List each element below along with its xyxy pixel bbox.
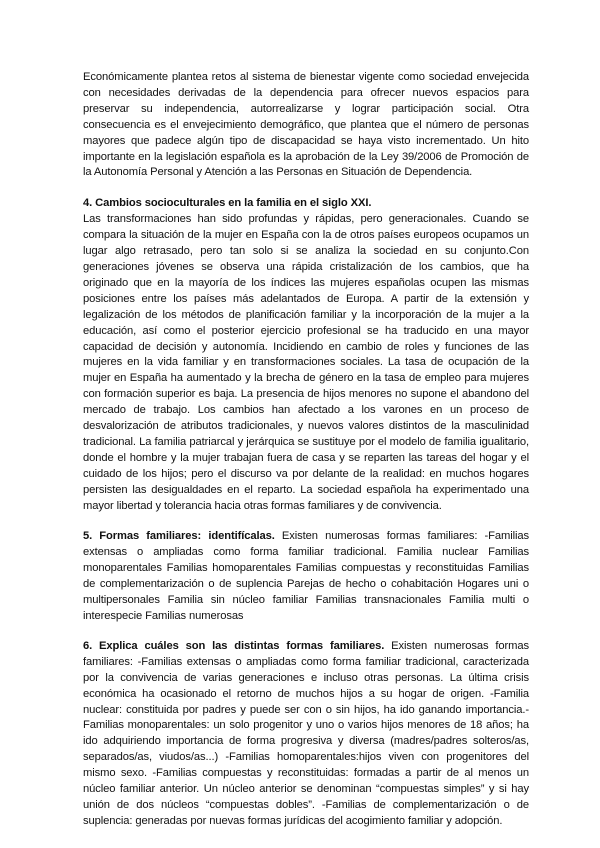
section-6-paragraph [83,639,529,830]
section-5-heading: 5. Formas familiares: identifícalas. [83,530,275,543]
intro-paragraph: Económicamente plantea retos al sistema de bienestar vigente como sociedad envejecida con necesidades derivadas de la dependencia para ofrecer nuevos espacios para preservar su independencia, autorrealizarse y lograr participación social. Otra consecuencia es el envejecimiento demográfico, que plantea que el número de personas mayores que padece algún tipo de discapacidad se haya visto incrementado. Un hito importante en la legislación española es la aprobación de la Ley 39/2006 de Promoción de la Autonomía Personal y Atención a las Personas en Situación de Dependencia. [83,71,529,179]
section-5-text: Existen numerosas formas familiares: -Familias extensas o ampliadas como forma familiar tradicional. Familia nuclear Familias monoparentales Familias homoparentales Familias compuestas y reconstituidas Familias de complementarización o de suplencia Parejas de hecho o cohabitación Hogares uni o multipersonales Familia sin núcleo familiar Familias transnacionales Familia multi o interespecie Familias numerosas [83,530,529,622]
paragraph-spacer [83,514,529,529]
paragraph-spacer [83,181,529,196]
section-5-paragraph [83,529,529,624]
section-6-heading: 6. Explica cuáles son las distintas formas familiares. [83,639,385,652]
paragraph-spacer [83,625,529,639]
section-4-paragraph: Las transformaciones han sido profundas y rápidas, pero generacionales. Cuando se compara la situación de la mujer en España con la de otros países europeos ocupamos un lugar algo retrasado, pero tan solo si se analiza la sociedad en su conjunto.Con generaciones jóvenes se observa una rápida cristalización de los cambios, que ha originado que en la mayoría de los índices las mujeres españolas ocupen las mismas posiciones entre los países más adelantados de Europa. A partir de la extensión y legalización de los métodos de planificación familiar y la incorporación de la mujer a la educación, así como el posterior ejercicio profesional se ha traducido en una mayor capacidad de decisión y autonomía. Incidiendo en cambio de roles y funciones de las mujeres en la vida familiar y en transformaciones sociales. La tasa de ocupación de la mujer en España ha aumentado y la brecha de género en la tasa de empleo para mujeres con formación superior es baja. La presencia de hijos menores no supone el abandono del mercado de trabajo. Los cambios han afectado a los varones en un proceso de desvalorización de atributos tradicionales, y nuevos valores distintos de la masculinidad tradicional. La familia patriarcal y jerárquica se sustituye por el modelo de familia igualitario, donde el hombre y la mujer trabajan fuera de casa y se reparten las tareas del hogar y el cuidado de los hijos; pero el discurso va por delante de la realidad: en muchos hogares persisten las desigualdades en el reparto. La sociedad española ha experimentado una mayor libertad y tolerancia hacia otras formas familiares y de convivencia. [83,213,529,512]
section-4-heading: 4. Cambios socioculturales en la familia en el siglo XXI. [83,197,372,210]
document-page [83,70,529,830]
section-6-text: Existen numerosas formas familiares: -Familias extensas o ampliadas como forma familiar tradicional, caracterizada por la convivencia de varias generaciones e incluso otras personas. La última crisis económica ha ocasionado el retorno de muchos hijos a su hogar de origen. -Familia nuclear: constituida por padres y puede ser con o sin hijos, ha ido ganando importancia.-Familias monoparentales: un solo progenitor y uno o varios hijos menores de 18 años; ha ido adquiriendo importancia de forma progresiva y diversa (madres/padres solteros/as, separados/as, viudos/as...) -Familias homoparentales:hijos viven con progenitores del mismo sexo. -Familias compuestas y reconstituidas: formadas a partir de al menos un núcleo familiar anterior. Un núcleo anterior se denominan “compuestas simples” y si hay unión de dos núcleos “compuestas dobles”. -Familias de complementarización o de suplencia: generadas por nuevas formas jurídicas del acogimiento familiar y adopción. [83,639,529,827]
